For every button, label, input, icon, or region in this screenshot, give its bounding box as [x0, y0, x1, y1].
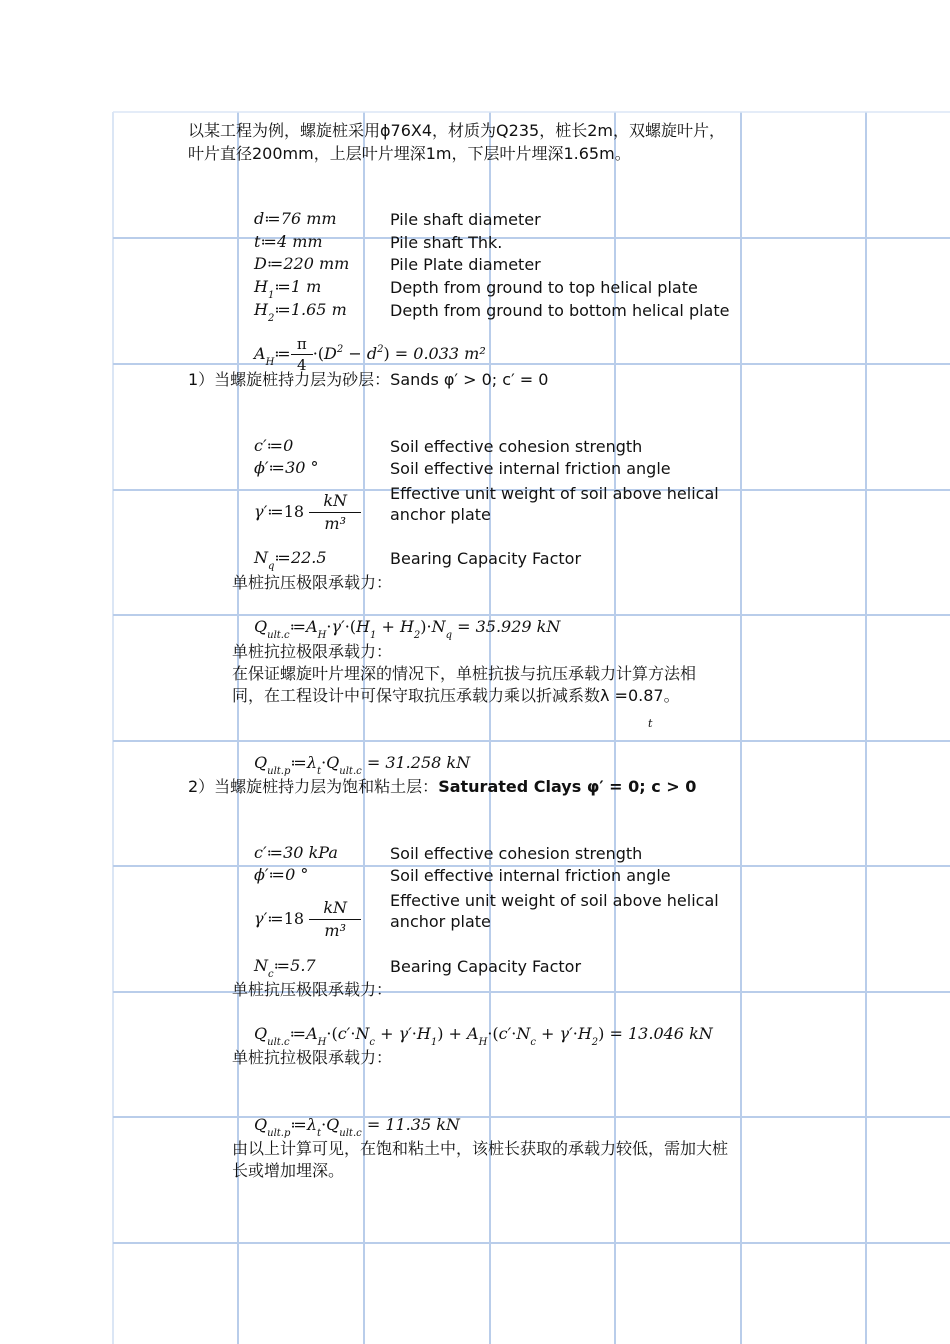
s2-param-gamma-desc-1: Effective unit weight of soil above helical: [390, 891, 719, 910]
s1-param-phi-desc: Soil effective internal friction angle: [390, 459, 671, 478]
s1-compress-label: 单桩抗压极限承载力：: [232, 573, 393, 592]
conclusion-line-1: 由以上计算可见，在饱和粘土中，该桩长获取的承载力较低，需加大桩: [232, 1139, 729, 1158]
param-H1: $H_1≔1$ m: [254, 277, 322, 301]
section1-heading: 1）当螺旋桩持力层为砂层：Sands φ′ > 0; c′ = 0: [188, 370, 549, 389]
s1-param-Nq: $N_q≔22.5$: [254, 548, 327, 572]
s1-param-gamma-desc-2: anchor plate: [390, 505, 491, 524]
s2-qult-p-formula: $Q_{ult.p}≔\lambda_t\cdot Q_{ult.c} = 11.35$ kN: [254, 1115, 460, 1139]
s1-param-gamma-desc-1: Effective unit weight of soil above helical: [390, 484, 719, 503]
param-d: d≔76 mm: [254, 209, 337, 228]
s2-param-gamma-desc-2: anchor plate: [390, 912, 491, 931]
param-D-desc: Pile Plate diameter: [390, 255, 541, 274]
s2-param-Nc: $N_c≔5.7$: [254, 956, 316, 980]
s1-note-line-1: 在保证螺旋叶片埋深的情况下，单桩抗拔与抗压承载力计算方法相: [232, 664, 697, 683]
s2-compress-label: 单桩抗压极限承载力：: [232, 980, 393, 999]
param-t-desc: Pile shaft Thk.: [390, 233, 503, 252]
s2-param-gamma: γ′≔18 $\frac{kN}{\text{m³}}$: [254, 897, 361, 942]
s1-param-phi: ϕ′≔30 °: [254, 458, 319, 477]
s2-param-c: c′≔30 kPa: [254, 843, 338, 862]
s1-param-c: c′≔0: [254, 436, 294, 455]
section2-heading: [188, 776, 696, 798]
s1-qult-c-formula: $Q_{ult.c}≔A_H\cdot\gamma'\cdot(H_1 + H_2)\cdot N_q = 35.929$ kN: [254, 617, 561, 641]
intro-line-2: 叶片直径200mm，上层叶片埋深1m，下层叶片埋深1.65m。: [188, 144, 631, 163]
param-d-desc: Pile shaft diameter: [390, 210, 541, 229]
s2-param-phi-desc: Soil effective internal friction angle: [390, 866, 671, 885]
s1-qult-p-formula: $Q_{ult.p}≔\lambda_t\cdot Q_{ult.c} = 31.258$ kN: [254, 753, 471, 777]
s2-param-c-desc: Soil effective cohesion strength: [390, 844, 643, 863]
s2-tension-label: 单桩抗拉极限承载力：: [232, 1048, 393, 1067]
param-H2-desc: Depth from ground to bottom helical plate: [390, 301, 730, 320]
param-H2: $H_2≔1.65$ m: [254, 300, 347, 324]
s2-qult-c-formula: $Q_{ult.c}≔A_H\cdot(c'\cdot N_c + \gamma'\cdot H_1) + A_H\cdot(c'\cdot N_c + \gamma'\cdot H_2) = 13.046$ kN: [254, 1024, 713, 1048]
param-D: D≔220 mm: [254, 254, 350, 273]
section2-heading-cn: 2）当螺旋桩持力层为饱和粘土层：: [188, 777, 439, 796]
conclusion-line-2: 长或增加埋深。: [232, 1161, 345, 1180]
s2-param-Nc-desc: Bearing Capacity Factor: [390, 957, 582, 976]
s1-param-Nq-desc: Bearing Capacity Factor: [390, 549, 582, 568]
s1-note-line-2: 同，在工程设计中可保守取抗压承载力乘以折减系数λ =0.87。: [232, 686, 680, 705]
s2-param-phi: ϕ′≔0 °: [254, 865, 309, 884]
section2-heading-en: Saturated Clays φ′ = 0; c > 0: [438, 777, 697, 796]
s1-tension-label: 单桩抗拉极限承载力：: [232, 642, 393, 661]
lambda-subscript: t: [648, 717, 653, 730]
s1-param-c-desc: Soil effective cohesion strength: [390, 437, 643, 456]
s1-param-gamma: γ′≔18 $\frac{kN}{\text{m³}}$: [254, 490, 361, 535]
intro-line-1: 以某工程为例，螺旋桩采用ϕ76X4，材质为Q235，桩长2m，双螺旋叶片，: [188, 121, 725, 140]
param-H1-desc: Depth from ground to top helical plate: [390, 278, 698, 297]
area-formula: $A_H≔$ $\frac{\pi}{4}$ $\cdot(D^2 - d^2) = 0.033$ m²: [254, 335, 486, 374]
param-t: t≔4 mm: [254, 232, 323, 251]
